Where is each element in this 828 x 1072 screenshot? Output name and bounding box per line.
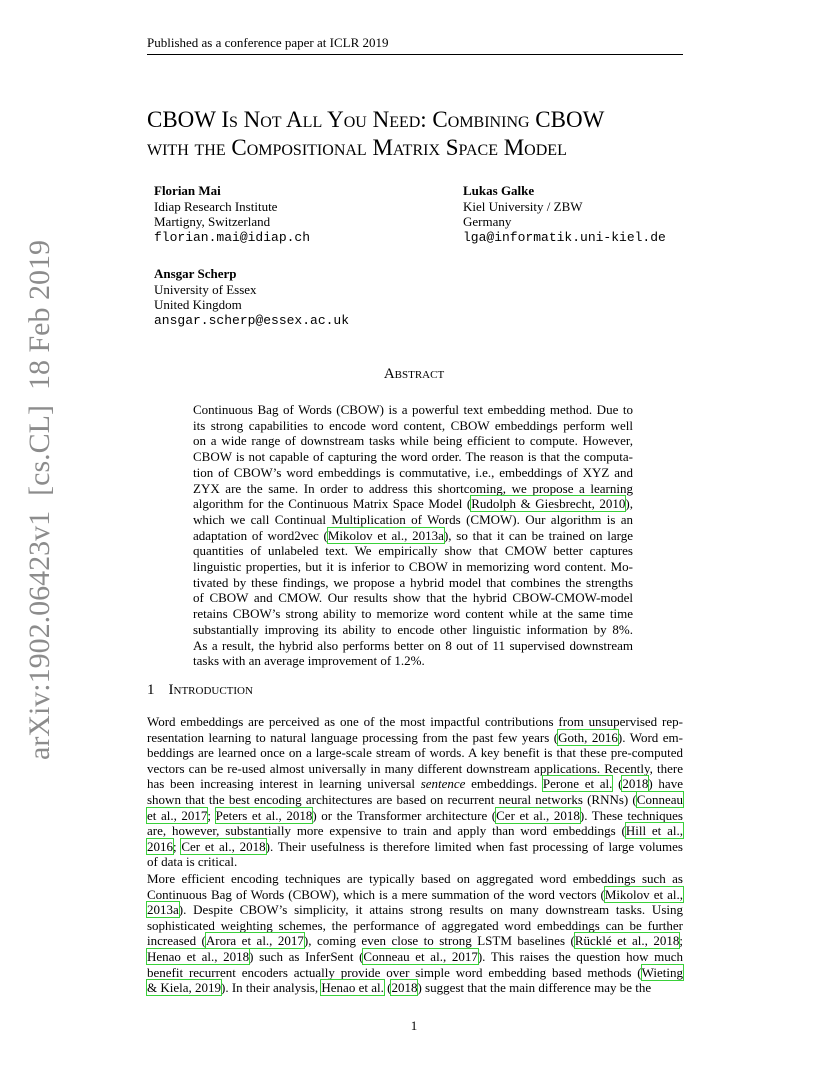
text-run: ) have [648,776,683,792]
text-line [147,823,683,839]
author-email[interactable]: lga@informatik.uni-kiel.de [463,229,666,245]
text-run: ), [625,496,633,512]
citation-link[interactable]: Perone et al. [542,776,613,792]
citation-link[interactable]: Conneau [636,791,683,807]
text-run: increased ( [147,933,206,949]
header-rule [147,54,683,55]
text-run: beddings are learned once on a large-scale stream of words. A key benefit is that these pre-computed [147,745,683,761]
emphasis-text: sentence [420,776,466,792]
citation-link[interactable]: Rücklé et al., 2018 [574,933,680,949]
citation-link[interactable]: Henao et al. [321,980,384,996]
text-line [193,622,633,638]
text-run: quantities of unlabeled text. We empirically show that CMOW better captures [193,543,633,559]
text-run: ( [612,776,623,792]
text-run: ( [383,980,392,996]
text-run: ). Despite CBOW’s simplicity, it attains strong results on many downstream tasks. Using [178,902,683,918]
author-block [463,183,666,245]
abstract-heading: Abstract [383,366,445,382]
text-line [193,449,633,465]
text-line [193,528,633,544]
text-run: on a wide range of downstream tasks while being efficient to compute. However, [193,433,633,449]
text-run: substantially improving its ability to encode other linguistic information by 8%. [193,621,633,637]
text-line [147,902,683,918]
text-run: tion of CBOW’s word embeddings is commutative, i.e., embeddings of XYZ and [193,464,633,480]
citation-link[interactable]: 2016 [147,838,173,854]
author-location: Martigny, Switzerland [154,214,271,229]
text-run: ). In their analysis, [221,980,322,996]
text-run: Continuous Bag of Words (CBOW), which is a mere summation of the word vectors ( [147,886,605,902]
text-line [193,402,633,418]
text-run: ), coming even close to strong LSTM baselines ( [303,933,575,949]
citation-link[interactable]: 2018 [391,980,418,996]
text-run: ) suggest that the main difference may be the [417,980,652,996]
citation-link[interactable]: Cer et al., 2018 [496,807,580,823]
text-run: shown that the best encoding architectures are based on recurrent neural networks (RNNs) ( [147,791,637,807]
text-run: vectors can be re-used almost universally in many different downstream applications. Recently, there [147,760,683,776]
text-run: ) such as InferSent ( [249,948,364,964]
text-run: algorithm for the Continuous Matrix Space Model ( [193,496,472,512]
citation-link[interactable]: 2018 [622,776,649,792]
text-line [193,575,633,591]
text-line [193,590,633,606]
text-run: linguistic properties, but it is inferior to CBOW in memorizing word content. Mo- [193,559,633,575]
text-run: adaptation of word2vec ( [193,527,328,543]
citation-link[interactable]: Mikolov et al., 2013a [327,527,444,543]
text-line [193,653,633,669]
section-title: Introduction [168,682,253,698]
text-line [193,512,633,528]
author-name: Florian Mai [154,183,221,198]
citation-link[interactable]: Rudolph & Giesbrecht, 2010 [471,496,626,512]
text-run: embeddings. [465,776,543,792]
text-run: sophisticated weighting schemes, the performance of aggregated word embeddings can be further [147,917,683,933]
text-run: benefit recurrent encoders actually provide over simple word embedding based methods ( [147,964,642,980]
citation-link[interactable]: Peters et al., 2018 [215,807,313,823]
text-line [193,481,633,497]
author-location: Germany [463,214,512,229]
author-affiliation: Kiel University / ZBW [463,198,583,214]
text-run: tivated by these findings, we propose a hybrid model that combines the strengths [193,574,633,590]
text-line [193,638,633,654]
text-line [147,980,683,996]
text-line [147,730,683,746]
text-run: resentation learning to natural language processing from the past few years ( [147,729,559,745]
text-line [147,808,683,824]
text-run: has been increasing interest in learning universal [147,776,421,792]
text-run: of data is critical. [147,854,238,870]
running-header: Published as a conference paper at ICLR 2019 [147,35,389,50]
author-name: Ansgar Scherp [154,266,237,281]
text-line [147,761,683,777]
title-line-2: with the Compositional Matrix Space Model [147,135,567,160]
text-run: ) or the Transformer architecture ( [312,807,497,823]
text-run: CBOW is not capable of capturing the word order. The reason is that the computa- [193,449,633,465]
citation-link[interactable]: Wieting [641,964,683,980]
title-line-1: CBOW Is Not All You Need: Combining CBOW [147,107,605,132]
text-line [147,745,683,761]
text-line [193,418,633,434]
text-run: More efficient encoding techniques are typically based on aggregated word embeddings such as [147,871,683,886]
section-heading [147,682,253,699]
citation-link[interactable]: Conneau et al., 2017 [363,948,478,964]
text-run: ; [679,933,683,949]
intro-paragraph-2 [147,871,683,996]
citation-link[interactable]: & Kiela, 2019 [147,980,222,996]
citation-link[interactable]: Henao et al., 2018 [147,948,250,964]
citation-link[interactable]: Hill et al., [625,823,683,839]
text-run: are, however, substantially more expensive to train and apply than word embeddings ( [147,823,626,839]
text-run: As a result, the hybrid also performs better on 8 out of 11 supervised downstream [193,637,633,653]
section-number: 1 [147,682,155,698]
text-run: of CBOW and CMOW. Our results show that the hybrid CBOW-CMOW-model [193,590,633,606]
citation-link[interactable]: et al., 2017 [147,807,208,823]
citation-link[interactable]: Cer et al., 2018 [181,838,266,854]
text-run: ). Their usefulness is therefore limited when fast processing of large volumes [265,838,683,854]
text-line [147,714,683,730]
text-line [193,433,633,449]
text-line [193,543,633,559]
text-line [147,965,683,981]
text-run: retains CBOW’s strong ability to memorize word content while at the same time [193,606,633,622]
text-run: ; [173,838,182,854]
text-line [193,465,633,481]
text-line [147,776,683,792]
text-run: ZYX are the same. In order to address this shortcoming, we propose a learning [193,480,633,496]
text-run: Word embeddings are perceived as one of the most impactful contributions from unsupervised rep- [147,714,683,729]
author-block [154,266,349,328]
text-run: ). This raises the question how much [477,948,683,964]
author-email[interactable]: ansgar.scherp@essex.ac.uk [154,312,350,328]
author-block [154,183,310,245]
text-line [147,839,683,855]
text-run: Continuous Bag of Words (CBOW) is a powerful text embedding method. Due to [193,402,633,417]
text-line [147,949,683,965]
citation-link[interactable]: Arora et al., 2017 [205,933,304,949]
author-affiliation: University of Essex [154,281,257,297]
citation-link[interactable]: Mikolov et al., [604,886,684,902]
paper-title [147,106,707,162]
text-run: tasks with an average improvement of 1.2%. [193,653,425,669]
text-line [147,871,683,887]
author-email[interactable]: florian.mai@idiap.ch [154,229,311,245]
text-line [193,496,633,512]
text-line [193,559,633,575]
text-run: ), so that it can be trained on large [443,527,633,543]
text-line [147,918,683,934]
author-name: Lukas Galke [463,183,535,198]
intro-paragraph-1 [147,714,683,870]
text-line [147,887,683,903]
text-line [147,933,683,949]
text-run: ). Word em- [617,729,683,745]
text-run: which we call Continual Multiplication of Words (CMOW). Our algorithm is an [193,511,633,527]
text-line [147,792,683,808]
author-affiliation: Idiap Research Institute [154,198,278,214]
text-run: ; [207,807,216,823]
text-run: its strong capabilities to encode word content, CBOW embeddings perform well [193,417,633,433]
text-line [147,854,683,870]
abstract-body [193,402,633,669]
author-location: United Kingdom [154,297,242,312]
page-number: 1 [410,1018,418,1033]
arxiv-identifier: arXiv:1902.06423v1 [cs.CL] 18 Feb 2019 [23,240,56,760]
text-run: ). These techniques [579,807,683,823]
text-line [193,606,633,622]
citation-link[interactable]: Goth, 2016 [558,729,618,745]
citation-link[interactable]: 2013a [147,902,179,918]
